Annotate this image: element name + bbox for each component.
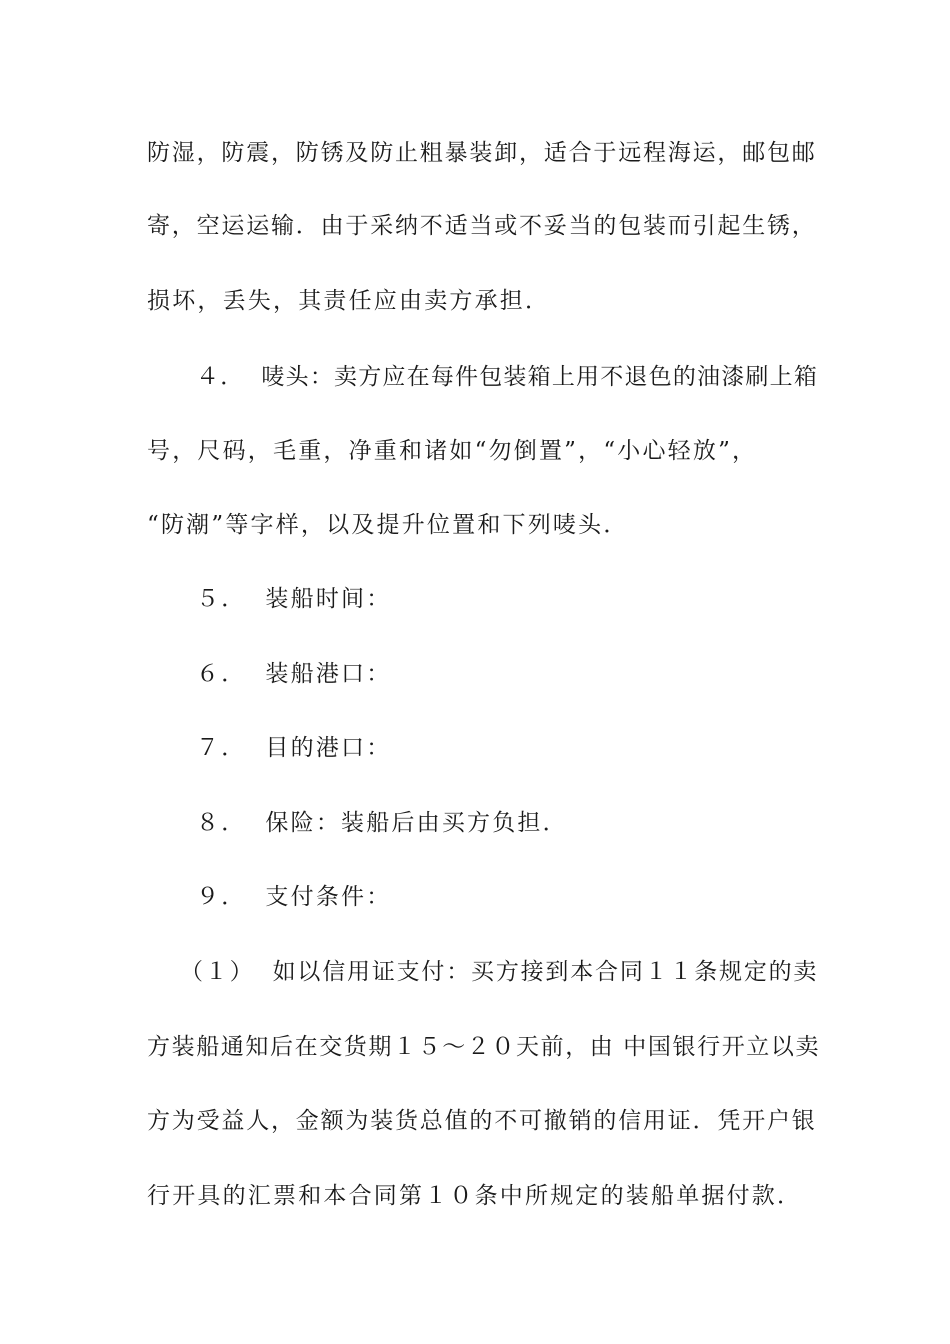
list-item: ５． 装船时间： xyxy=(196,586,392,612)
paragraph-line: 方为受益人，金额为装货总值的不可撤销的信用证．凭开户银 xyxy=(147,1108,817,1134)
paragraph-line: 寄，空运运输．由于采纳不适当或不妥当的包装而引起生锈， xyxy=(147,213,817,239)
list-item: ６． 装船港口： xyxy=(196,661,392,687)
paragraph-line: 行开具的汇票和本合同第１０条中所规定的装船单据付款． xyxy=(147,1183,803,1209)
list-item: ９． 支付条件： xyxy=(196,884,392,910)
paragraph-line: （１） 如以信用证支付：买方接到本合同１１条规定的卖 xyxy=(180,959,819,985)
paragraph-line: 损坏，丢失，其责任应由卖方承担． xyxy=(147,288,551,314)
paragraph-line: 号，尺码，毛重，净重和诸如“勿倒置”，“小心轻放”， xyxy=(147,438,758,464)
paragraph-line: “防潮”等字样，以及提升位置和下列唛头． xyxy=(147,512,629,538)
list-item: ７． 目的港口： xyxy=(196,735,392,761)
paragraph-line: ４． 唛头：卖方应在每件包装箱上用不退色的油漆刷上箱 xyxy=(196,364,819,390)
paragraph-line: 方装船通知后在交货期１５～２０天前，由 中国银行开立以卖 xyxy=(147,1034,821,1060)
list-item: ８． 保险：装船后由买方负担． xyxy=(196,810,568,836)
paragraph-line: 防湿，防震，防锈及防止粗暴装卸，适合于远程海运，邮包邮 xyxy=(147,140,817,166)
